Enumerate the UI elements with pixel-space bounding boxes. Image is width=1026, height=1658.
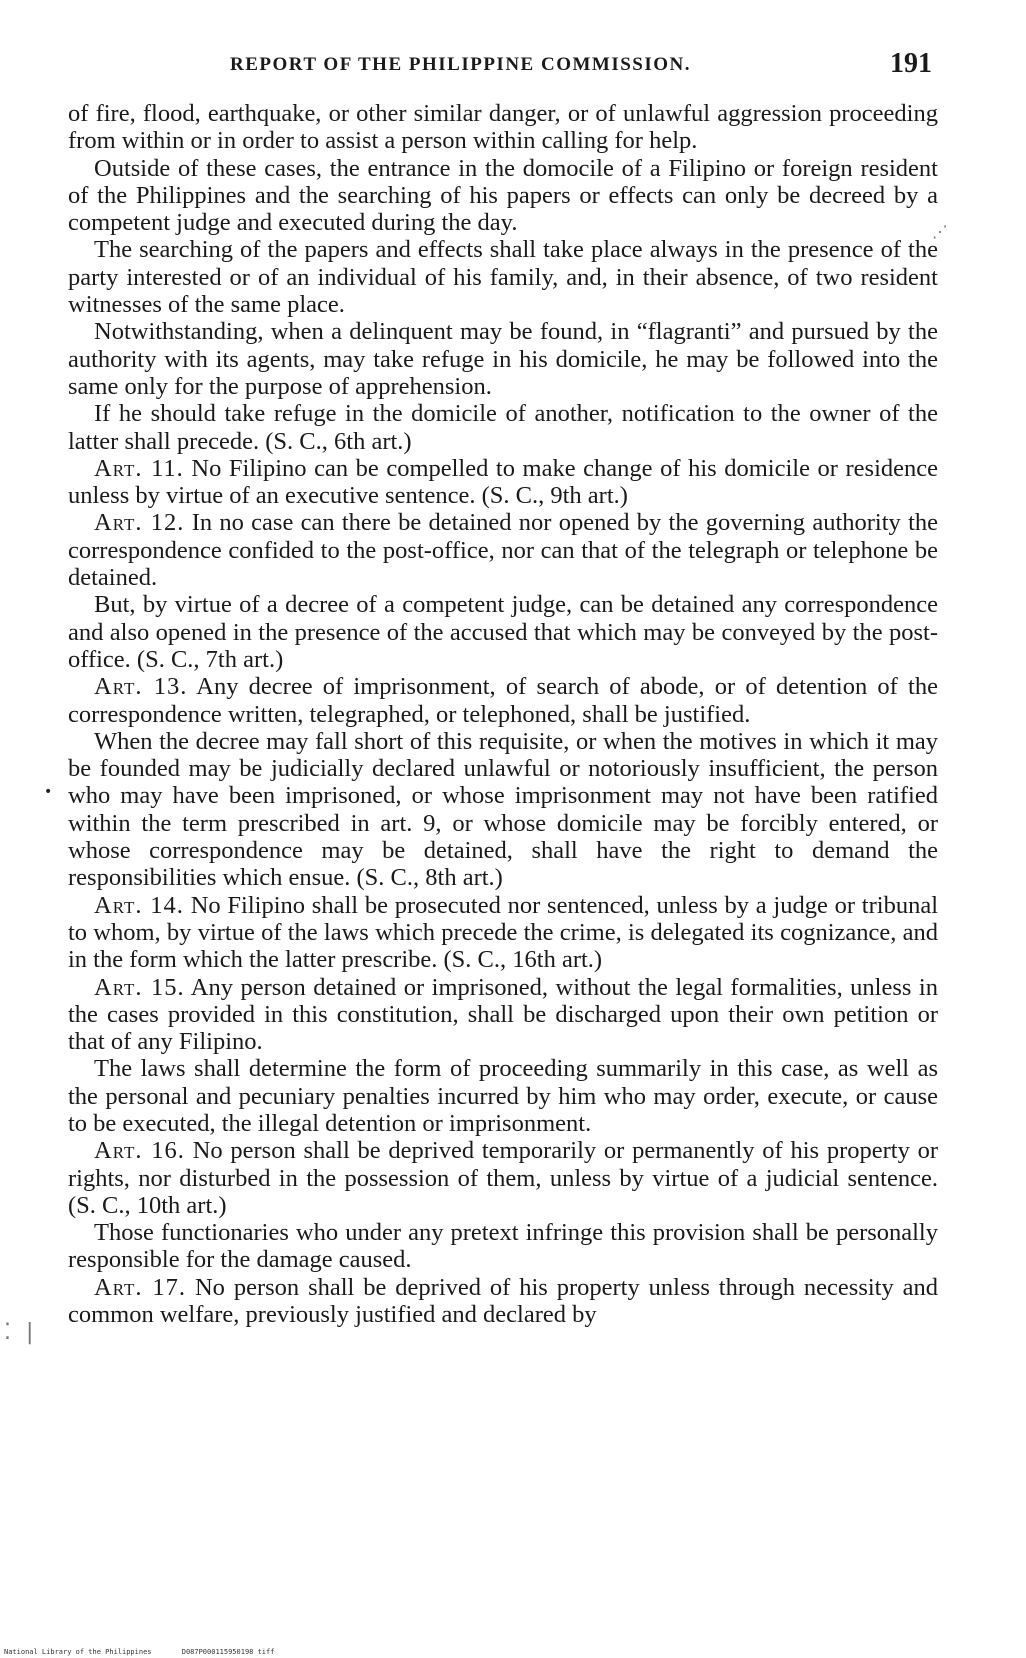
margin-dot-icon: • xyxy=(44,784,53,800)
article-text: In no case can there be detained nor opened by the governing authority the correspondence confided to the post-office, nor can that of the telegraph or telephone be detained. xyxy=(68,509,938,592)
paragraph: If he should take refuge in the domicile of another, notification to the owner of the latter shall precede. (S. C., 6th art.) xyxy=(68,400,938,455)
paragraph: When the decree may fall short of this requisite, or when the motives in which it may be founded may be judicially declared unlawful or notoriously insufficient, the person who may have been imprisoned, or whose imprisonment may not have been ratified within the term prescribed in art. 9, or whose domicile may be forcibly entered, or whose correspondence may be detained, shall have the right to demand the responsibilities which ensue. (S. C., 8th art.) xyxy=(68,727,938,892)
article-text: Any person detained or imprisoned, without the legal formalities, unless in the cases provided in this constitution, shall be discharged upon their own petition or that of any Filipino. xyxy=(68,973,938,1056)
paragraph: The searching of the papers and effects shall take place always in the presence of the party interested or of an individual of his family, and, in their absence, of two resident witnesses of the same place. xyxy=(68,236,938,319)
paragraph: Notwithstanding, when a delinquent may be found, in “flagranti” and pursued by the authority with its agents, may take refuge in his domicile, he may be followed into the same only for the purpose of apprehension. xyxy=(68,318,938,400)
running-title: REPORT OF THE PHILIPPINE COMMISSION. xyxy=(230,54,692,75)
article-text: No person shall be deprived temporarily or permanently of his property or rights, nor disturbed in the possession of them, unless by virtue of a judicial sentence. (S. C., 10th art.) xyxy=(68,1137,939,1219)
article-label: Art. 15. xyxy=(94,973,185,1001)
article-14 xyxy=(68,892,938,974)
article-13 xyxy=(68,673,938,728)
article-text: No Filipino shall be prosecuted nor sentenced, unless by a judge or tribunal to whom, by virtue of the laws which precede the crime, is delegated its cognizance, and in the form which the latter prescribe. (S. C., 16th art.) xyxy=(68,891,939,974)
body-text xyxy=(68,100,938,1328)
article-label: Art. 16. xyxy=(94,1137,185,1165)
scan-footer xyxy=(4,1648,274,1656)
footer-library: National Library of the Philippines xyxy=(4,1648,152,1656)
paragraph: Outside of these cases, the entrance in the domocile of a Filipino or foreign resident of the Philippines and the searching of his papers or effects can only be decreed by a competent judge and executed during the day. xyxy=(68,154,938,237)
margin-smudge-icon: ⋰ xyxy=(932,222,948,241)
paragraph: The laws shall determine the form of proceeding summarily in this case, as well as the personal and pecuniary penalties incurred by him who may order, execute, or cause to be executed, the illegal detention or imprisonment. xyxy=(68,1055,938,1137)
article-label: Art. 11. xyxy=(94,454,184,482)
article-text: Any decree of imprisonment, of search of abode, or of detention of the correspondence written, telegraphed, or telephoned, shall be justified. xyxy=(68,673,938,728)
article-17 xyxy=(68,1274,938,1329)
article-label: Art. 13. xyxy=(94,673,188,701)
paragraph: But, by virtue of a decree of a competent judge, can be detained any correspondence and also opened in the presence of the accused that which may be conveyed by the post-office. (S. C., 7th art.) xyxy=(68,591,938,673)
page-header xyxy=(210,48,950,78)
article-11 xyxy=(68,455,938,510)
page-number: 191 xyxy=(890,48,932,79)
margin-bracket-icon: ⁚ | xyxy=(4,1320,38,1345)
article-12 xyxy=(68,509,938,591)
article-15 xyxy=(68,974,938,1056)
article-label: Art. 17. xyxy=(94,1273,187,1301)
footer-file-id: D087P000115950198 tiff xyxy=(181,1648,275,1656)
article-label: Art. 12. xyxy=(94,509,185,537)
paragraph: Those functionaries who under any pretext infringe this provision shall be personally responsible for the damage caused. xyxy=(68,1219,938,1274)
article-text: No Filipino can be compelled to make change of his domicile or residence unless by virtue of an executive sentence. (S. C., 9th art.) xyxy=(68,454,938,510)
article-text: No person shall be deprived of his property unless through necessity and common welfare, previously justified and declared by xyxy=(68,1273,939,1329)
paragraph: of fire, flood, earthquake, or other similar danger, or of unlawful aggression proceeding from within or in order to assist a person within calling for help. xyxy=(68,100,938,155)
article-16 xyxy=(68,1137,938,1219)
article-label: Art. 14. xyxy=(94,891,184,919)
